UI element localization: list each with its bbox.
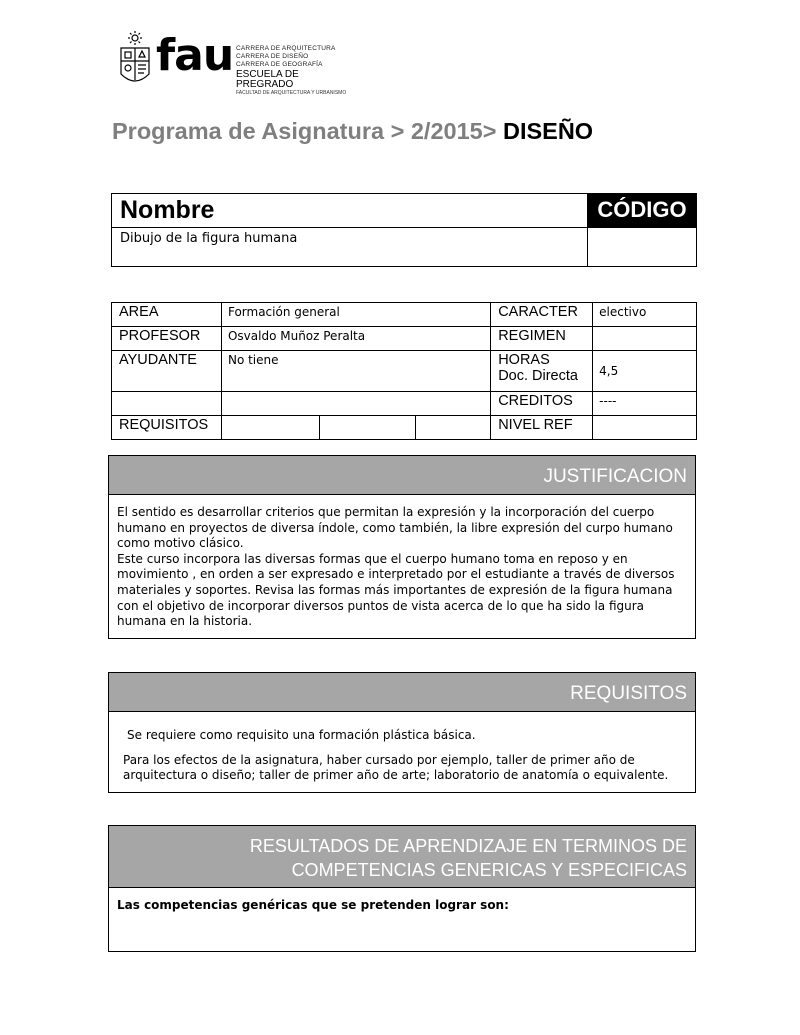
regimen-value [593,327,697,351]
resultados-heading-line-1: RESULTADOS DE APRENDIZAJE EN TERMINOS DE [249,836,687,856]
caracter-label: CARACTER [491,303,593,327]
area-label: AREA [112,303,222,327]
requisitos-paragraph-2: Para los efectos de la asignatura, haber cursado por ejemplo, taller de primer año de arquitectura o diseño; taller de primer año de arte; laboratorio de anatomía o equivalente. [123,752,669,783]
logo-line-geografia: CARRERA DE GEOGRAFÍA [236,61,323,68]
logo-line-arquitectura: CARRERA DE ARQUITECTURA [236,45,336,52]
regimen-label: REGIMEN [491,327,593,351]
university-crest-icon [118,30,152,88]
creditos-label: CREDITOS [491,392,593,416]
horas-label-line2: Doc. Directa [498,368,578,384]
course-name-table [111,193,697,267]
resultados-heading-line-2: COMPETENCIAS GENERICAS Y ESPECIFICAS [291,860,687,880]
requisito-cell-3 [416,416,491,440]
name-header: Nombre [112,194,588,228]
resultados-section [108,825,696,952]
requisitos-heading: REQUISITOS [109,673,695,712]
profesor-value: Osvaldo Muñoz Peralta [221,327,490,351]
area-value: Formación general [221,303,490,327]
requisitos-section [108,672,696,793]
caracter-value: electivo [593,303,697,327]
course-name-value: Dibujo de la figura humana [112,228,588,267]
horas-label [491,351,593,392]
requisitos-body [109,712,695,784]
requisitos-paragraph-1: Se requiere como requisito una formación plástica básica. [127,728,476,742]
justificacion-body [109,495,695,630]
horas-value: 4,5 [593,351,697,392]
course-code-value [588,228,697,267]
title-subject: DISEÑO [502,118,594,144]
title-prefix: Programa de Asignatura > 2/2015> [112,118,497,144]
profesor-label: PROFESOR [112,327,222,351]
course-info-table [111,302,697,440]
justificacion-paragraph-1: El sentido es desarrollar criterios que permitan la expresión y la incorporación del cuerpo humano en proyectos de diversa índole, como también, la libre expresión del curpo humano como motivo clásico. [117,505,673,551]
ayudante-label: AYUDANTE [112,351,222,392]
justificacion-heading: JUSTIFICACION [109,456,695,495]
logo-line-facultad: FACULTAD DE ARQUITECTURA Y URBANISMO [236,90,347,96]
requisitos-label: REQUISITOS [112,416,222,440]
justificacion-paragraph-2: Este curso incorpora las diversas formas que el cuerpo humano toma en reposo y en movimiento , en orden a ser expresado e interpretado por el estudiante a través de diversos materiales y soportes. Revisa las formas más importantes de expresión de la figura humana con el objetivo de incorporar diversos puntos de vista acerca de lo que ha sido la figura humana en la historia. [117,551,675,629]
logo-line-escuela: ESCUELA DE PREGRADO [236,69,299,90]
fau-logo [118,28,348,96]
page-title [112,118,593,145]
nivel-ref-label: NIVEL REF [491,416,593,440]
requisito-cell-1 [221,416,319,440]
empty-cell [112,392,222,416]
resultados-body: Las competencias genéricas que se pretenden lograr son: [117,898,509,912]
empty-cell [221,392,490,416]
justificacion-section [108,455,696,639]
code-header: CÓDIGO [588,194,697,228]
horas-label-line1: HORAS [498,352,550,368]
logo-line-diseno: CARRERA DE DISEÑO [236,53,309,60]
logo-text-block [236,46,348,96]
ayudante-value: No tiene [221,351,490,392]
nivel-ref-value [593,416,697,440]
requisito-cell-2 [319,416,416,440]
creditos-value: ---- [593,392,697,416]
logo-wordmark: fau [156,30,234,81]
resultados-heading [109,826,695,888]
